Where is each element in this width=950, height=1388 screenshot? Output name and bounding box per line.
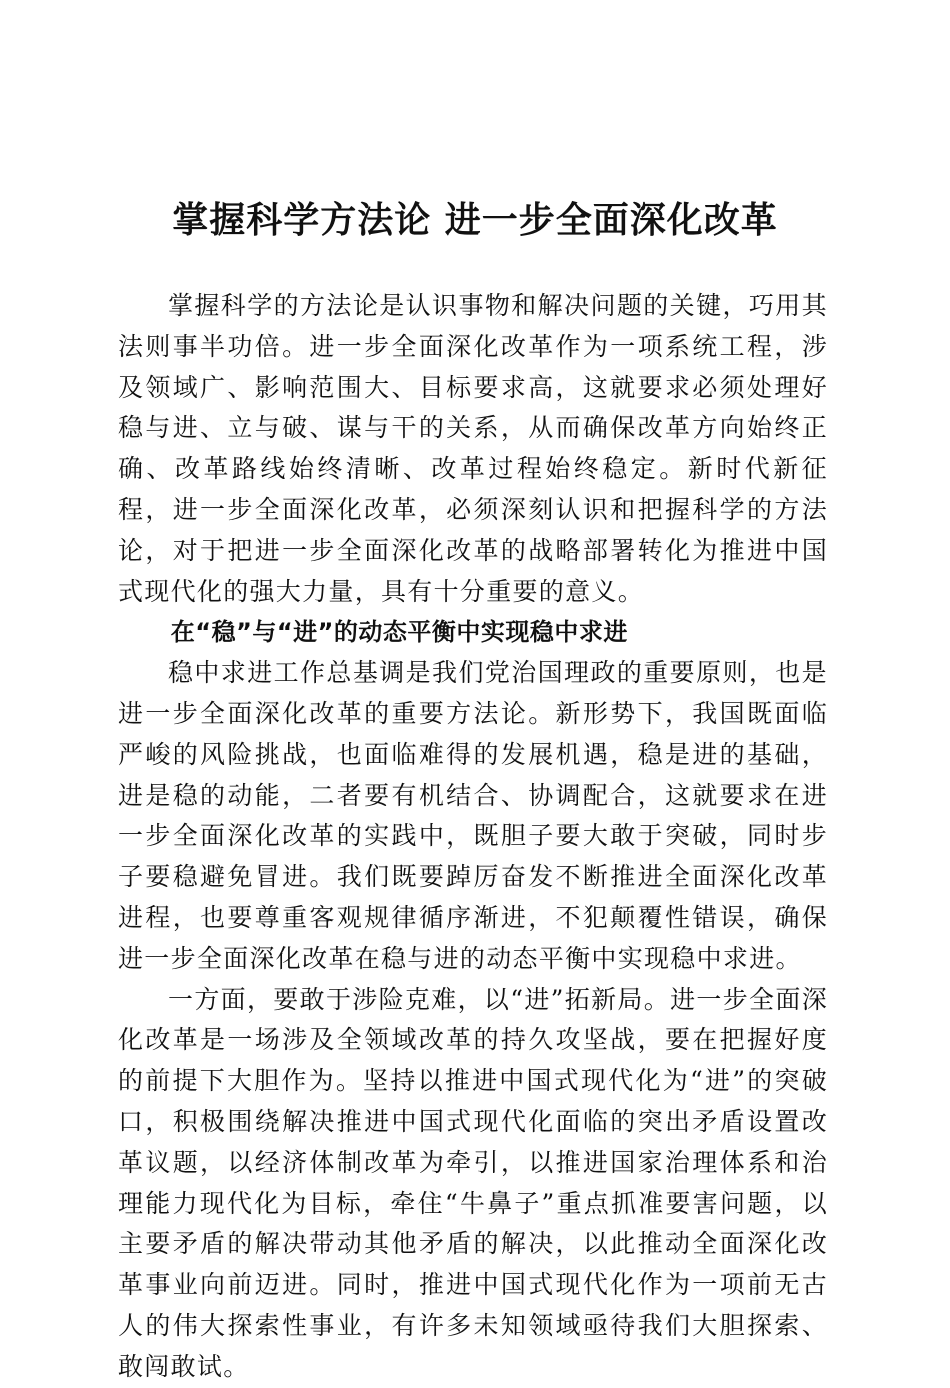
paragraph-intro: 掌握科学的方法论是认识事物和解决问题的关键，巧用其法则事半功倍。进一步全面深化改革作为一项系统工程，涉及领域广、影响范围大、目标要求高，这就要求必须处理好稳与进、立与破、谋与干的关系，从而确保改革方向始终正确、改革路线始终清晰、改革过程始终稳定。新时代新征程，进一步全面深化改革，必须深刻认识和把握科学的方法论，对于把进一步全面深化改革的战略部署转化为推进中国式现代化的强大力量，具有十分重要的意义。 — [118, 291, 828, 606]
paragraph-stability: 稳中求进工作总基调是我们党治国理政的重要原则，也是进一步全面深化改革的重要方法论。新形势下，我国既面临严峻的风险挑战，也面临难得的发展机遇，稳是进的基础，进是稳的动能，二者要有机结合、协调配合，这就要求在进一步全面深化改革的实践中，既胆子要大敢于突破，同时步子要稳避免冒进。我们既要踔厉奋发不断推进全面深化改革进程，也要尊重客观规律循序渐进，不犯颠覆性错误，确保进一步全面深化改革在稳与进的动态平衡中实现稳中求进。 — [118, 658, 828, 973]
document-body — [118, 286, 828, 1388]
page-title: 掌握科学方法论 进一步全面深化改革 — [172, 199, 778, 241]
section-heading: 在“稳”与“进”的动态平衡中实现稳中求进 — [170, 618, 628, 647]
paragraph-progress: 一方面，要敢于涉险克难，以“进”拓新局。进一步全面深化改革是一场涉及全领域改革的持久攻坚战，要在把握好度的前提下大胆作为。坚持以推进中国式现代化为“进”的突破口，积极围绕解决推进中国式现代化面临的突出矛盾设置改革议题，以经济体制改革为牵引，以推进国家治理体系和治理能力现代化为目标，牵住“牛鼻子”重点抓准要害问题，以主要矛盾的解决带动其他矛盾的解决，以此推动全面深化改革事业向前迈进。同时，推进中国式现代化作为一项前无古人的伟大探索性事业，有许多未知领域亟待我们大胆探索、敢闯敢试。 — [118, 984, 828, 1381]
